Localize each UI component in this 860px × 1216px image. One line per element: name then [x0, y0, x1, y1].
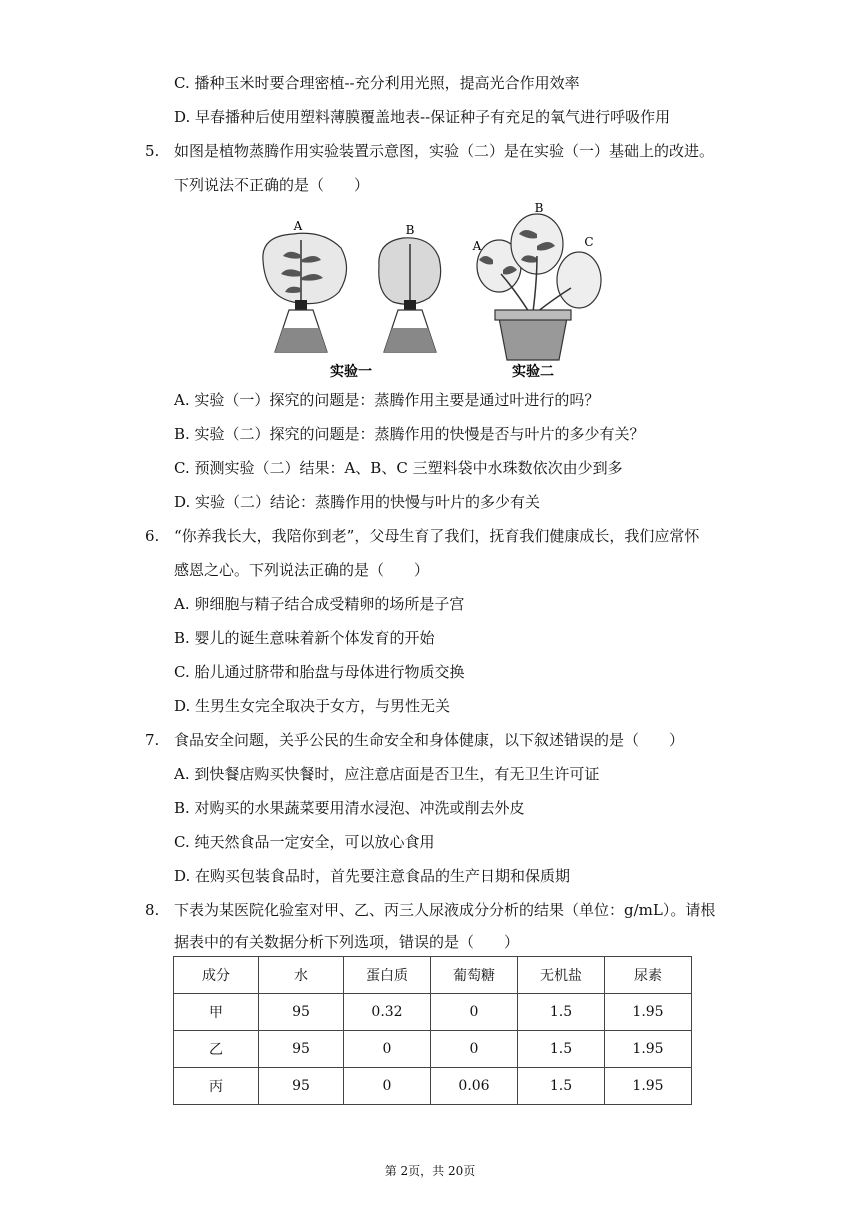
q7-stem-line1: 食品安全问题，关乎公民的生命安全和身体健康，以下叙述错误的是（ ） — [174, 731, 685, 749]
q5-option-b: B. 实验（二）探究的问题是：蒸腾作用的快慢是否与叶片的多少有关？ — [174, 425, 645, 443]
table-row — [174, 1068, 692, 1105]
q5-option-d: D. 实验（二）结论：蒸腾作用的快慢与叶片的多少有关 — [174, 493, 541, 511]
table-row — [174, 1031, 692, 1068]
urine-analysis-table — [173, 956, 692, 1105]
table-cell: 95 — [259, 1031, 344, 1068]
table-cell: 1.95 — [605, 994, 692, 1031]
table-cell: 0 — [431, 994, 518, 1031]
table-cell: 0.32 — [344, 994, 431, 1031]
table-cell: 0.06 — [431, 1068, 518, 1105]
q6-option-b: B. 婴儿的诞生意味着新个体发育的开始 — [174, 629, 435, 647]
q7-option-a: A. 到快餐店购买快餐时，应注意店面是否卫生，有无卫生许可证 — [174, 765, 600, 783]
figure-label-b1: B — [405, 223, 415, 237]
page-footer: 第 2页，共 20页 — [384, 1164, 476, 1178]
table-cell: 丙 — [174, 1068, 259, 1105]
table-header-cell: 葡萄糖 — [431, 957, 518, 994]
q4-option-d: D. 早春播种后使用塑料薄膜覆盖地表--保证种子有充足的氧气进行呼吸作用 — [174, 108, 671, 126]
table-header-cell: 蛋白质 — [344, 957, 431, 994]
q6-number: 6. — [145, 527, 160, 545]
q5-option-a: A. 实验（一）探究的问题是：蒸腾作用主要是通过叶进行的吗？ — [174, 391, 600, 409]
table-cell: 1.5 — [518, 1068, 605, 1105]
table-cell: 1.5 — [518, 1031, 605, 1068]
figure-label-b2: B — [534, 201, 544, 215]
figure-caption-experiment2: 实验二 — [512, 364, 554, 380]
q5-number: 5. — [145, 142, 160, 160]
table-cell: 0 — [344, 1031, 431, 1068]
table-cell: 甲 — [174, 994, 259, 1031]
q6-stem-line1: “你养我长大，我陪你到老”，父母生育了我们，抚育我们健康成长，我们应常怀 — [174, 527, 700, 545]
table-header-cell: 成分 — [174, 957, 259, 994]
q7-option-c: C. 纯天然食品一定安全，可以放心食用 — [174, 833, 435, 851]
table-header-cell: 无机盐 — [518, 957, 605, 994]
q6-option-d: D. 生男生女完全取决于女方，与男性无关 — [174, 697, 451, 715]
experiment1-setup-b — [379, 238, 441, 352]
q5-stem-line1: 如图是植物蒸腾作用实验装置示意图，实验（二）是在实验（一）基础上的改进。 — [174, 142, 715, 160]
figure-label-a1: A — [293, 219, 303, 233]
q4-option-c: C. 播种玉米时要合理密植--充分利用光照，提高光合作用效率 — [174, 74, 580, 92]
q7-number: 7. — [145, 731, 160, 749]
table-cell: 1.95 — [605, 1068, 692, 1105]
table-cell: 0 — [344, 1068, 431, 1105]
q6-option-a: A. 卵细胞与精子结合成受精卵的场所是子宫 — [174, 595, 465, 613]
table-header-cell: 尿素 — [605, 957, 692, 994]
figure-label-c2: C — [584, 235, 594, 249]
experiment1-setup-a — [263, 233, 347, 352]
table-cell: 1.95 — [605, 1031, 692, 1068]
q6-stem-line2: 感恩之心。下列说法正确的是（ ） — [174, 561, 430, 579]
q5-option-c: C. 预测实验（二）结果：A、B、C 三塑料袋中水珠数依次由少到多 — [174, 459, 623, 477]
figure-caption-experiment1: 实验一 — [330, 364, 372, 380]
table-header-row — [174, 957, 692, 994]
q5-stem-line2: 下列说法不正确的是（ ） — [174, 176, 370, 194]
q8-stem-line2: 据表中的有关数据分析下列选项，错误的是（ ） — [174, 933, 520, 951]
table-row — [174, 994, 692, 1031]
table-cell: 0 — [431, 1031, 518, 1068]
q8-number: 8. — [145, 901, 160, 919]
experiment2-setup — [477, 214, 601, 360]
q7-option-b: B. 对购买的水果蔬菜要用清水浸泡、冲洗或削去外皮 — [174, 799, 525, 817]
transpiration-experiment-figure — [253, 200, 613, 380]
table-header-cell: 水 — [259, 957, 344, 994]
q6-option-c: C. 胎儿通过脐带和胎盘与母体进行物质交换 — [174, 663, 465, 681]
table-cell: 1.5 — [518, 994, 605, 1031]
table-cell: 乙 — [174, 1031, 259, 1068]
table-cell: 95 — [259, 1068, 344, 1105]
q7-option-d: D. 在购买包装食品时，首先要注意食品的生产日期和保质期 — [174, 867, 571, 885]
q8-stem-line1: 下表为某医院化验室对甲、乙、丙三人尿液成分分析的结果（单位：g/mL）。请根 — [174, 901, 716, 919]
table-cell: 95 — [259, 994, 344, 1031]
figure-label-a2: A — [472, 239, 482, 253]
